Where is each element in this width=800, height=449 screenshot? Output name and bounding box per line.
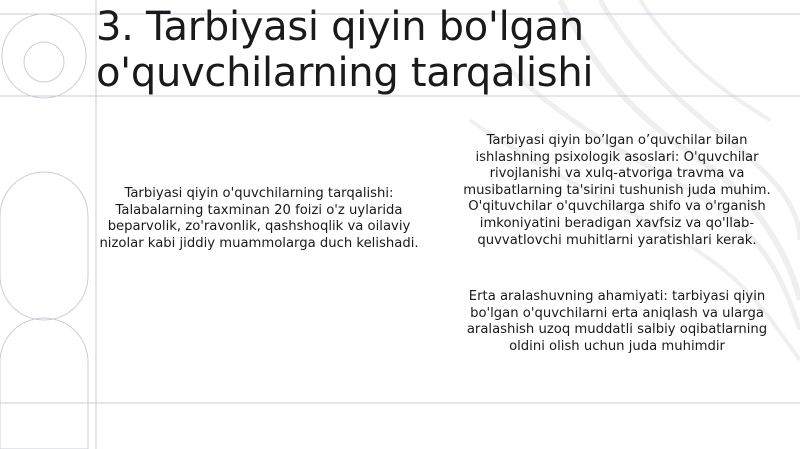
right-paragraph-psychology: Tarbiyasi qiyin bo’lgan o’quvchilar bilan ishlashning psixologik asoslari: O'quvchilar rivojlanishi va xulq-atvoriga travma va musibatlarning ta'sirini tushunish juda muhim. O'qituvchilar o'quvchilarga shifo va o'rganish imkoniyatini beradigan xavfsiz va qo'llab-quvvatlovchi muhitlarni yaratishlari kerak. xyxy=(463,133,771,248)
left-paragraph: Tarbiyasi qiyin o'quvchilarning tarqalishi: Talabalarning taxminan 20 foizi o'z uylarida beparvolik, zo'ravonlik, qashshoqlik va oilaviy nizolar kabi jiddiy muammolarga duch kelishadi. xyxy=(99,186,419,251)
slide-title-line-1: 3. Tarbiyasi qiyin bo'lgan xyxy=(96,4,584,50)
slide-title xyxy=(96,4,786,96)
slide-title-line-2: o'quvchilarning tarqalishi xyxy=(96,50,594,96)
right-paragraph-early-intervention: Erta aralashuvning ahamiyati: tarbiyasi qiyin bo'lgan o'quvchilarni erta aniqlash va ularga aralashish uzoq muddatli salbiy oqibatlarning oldini olish uchun juda muhimdir xyxy=(466,289,768,354)
decorative-arch-upper xyxy=(0,172,88,320)
decorative-circle-small xyxy=(24,42,64,82)
decorative-arch-lower xyxy=(0,318,88,449)
decorative-circle-large xyxy=(2,14,86,98)
